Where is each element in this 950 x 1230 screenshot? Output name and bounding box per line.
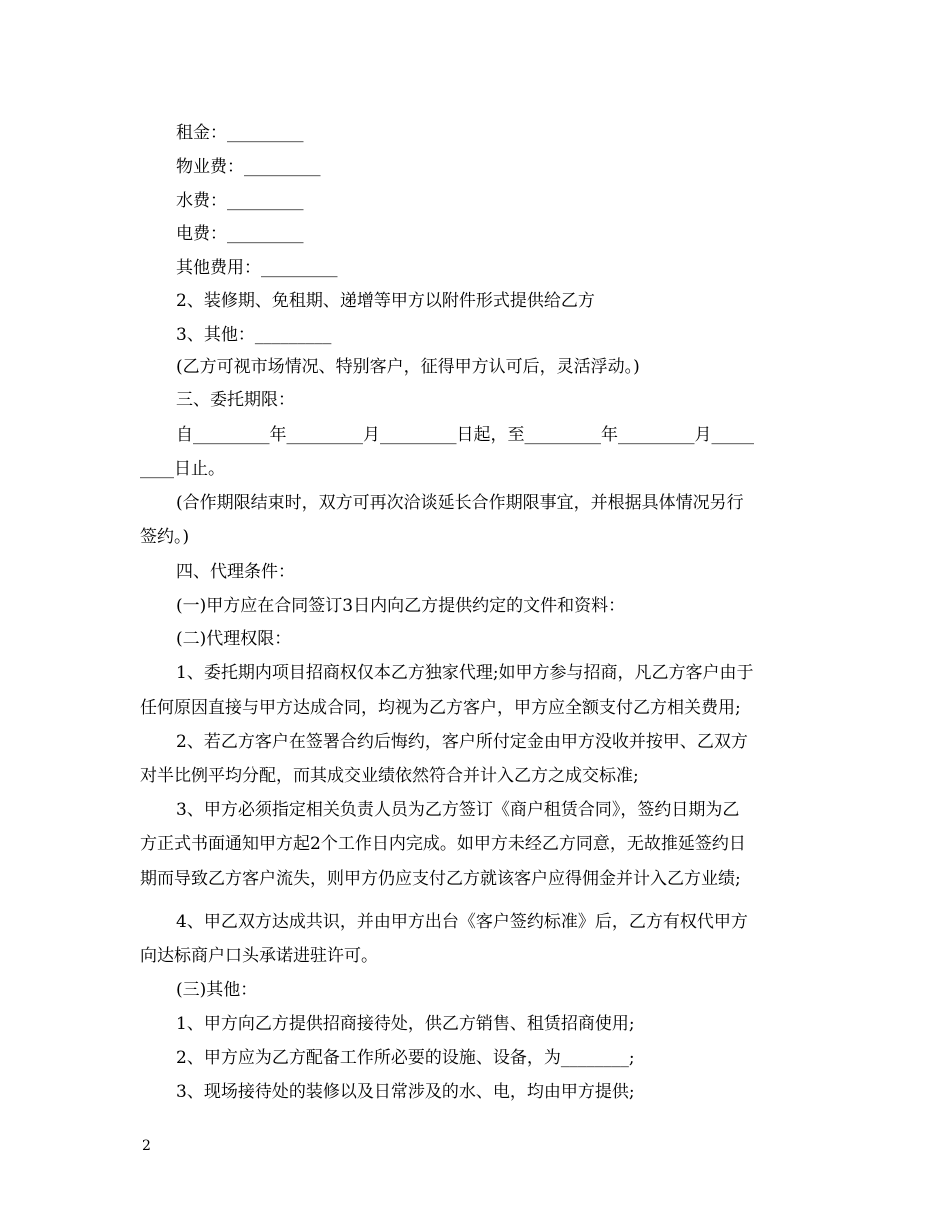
clause-3-line: 3、其他：_________ [176,325,332,345]
authority-3-line-cont-2: 期而导致乙方客户流失，则甲方仍应支付乙方就该客户应得佣金并计入乙方业绩; [140,869,741,889]
property-fee-line: 物业费：_________ [176,157,321,177]
authority-3-line-cont-1: 方正式书面通知甲方起2个工作日内完成。如甲方未经乙方同意，无故推延签约日 [140,834,746,854]
term-dates-line: 自_________年_________月_________日起，至_________年_________月_____ [176,425,754,445]
term-note-line-cont: 签约。) [140,527,190,547]
authority-4-line: 4、甲乙双方达成共识，并由甲方出台《客户签约标准》后，乙方有权代甲方 [176,912,748,932]
other-1-line: 1、甲方向乙方提供招商接待处，供乙方销售、租赁招商使用; [176,1014,635,1034]
authority-2-line-cont: 对半比例平均分配，而其成交业绩依然符合并计入乙方之成交标准; [140,766,639,786]
item-2-heading: (二)代理权限： [176,629,292,649]
term-dates-line-cont: ____日止。 [140,459,225,479]
electricity-fee-line: 电费：_________ [176,224,304,244]
section-3-heading: 三、委托期限： [176,390,295,410]
page-number: 2 [142,1138,151,1154]
authority-3-line: 3、甲方必须指定相关负责人员为乙方签订《商户租赁合同》，签约日期为乙 [176,800,740,820]
other-3-line: 3、现场接待处的装修以及日常涉及的水、电，均由甲方提供; [176,1082,635,1102]
authority-1-line: 1、委托期内项目招商权仅本乙方独家代理;如甲方参与招商，凡乙方客户由于 [176,663,754,683]
item-3-heading: (三)其他： [176,980,258,1000]
authority-2-line: 2、若乙方客户在签署合约后悔约，客户所付定金由甲方没收并按甲、乙双方 [176,732,748,752]
other-2-line: 2、甲方应为乙方配备工作所必要的设施、设备，为________; [176,1048,635,1068]
authority-1-line-cont: 任何原因直接与甲方达成合同，均视为乙方客户，甲方应全额支付乙方相关费用; [140,698,741,718]
clause-2-line: 2、装修期、免租期、递增等甲方以附件形式提供给乙方 [176,291,595,311]
float-note-line: (乙方可视市场情况、特别客户，征得甲方认可后，灵活浮动。) [176,357,640,377]
term-note-line: (合作期限结束时，双方可再次洽谈延长合作期限事宜，并根据具体情况另行 [176,493,744,513]
section-4-heading: 四、代理条件： [176,562,295,582]
rent-line: 租金：_________ [176,123,304,143]
authority-4-line-cont: 向达标商户口头承诺进驻许可。 [140,946,378,966]
item-1-line: (一)甲方应在合同签订3日内向乙方提供约定的文件和资料： [176,596,626,616]
other-fees-line: 其他费用：_________ [176,258,338,278]
water-fee-line: 水费：_________ [176,191,304,211]
